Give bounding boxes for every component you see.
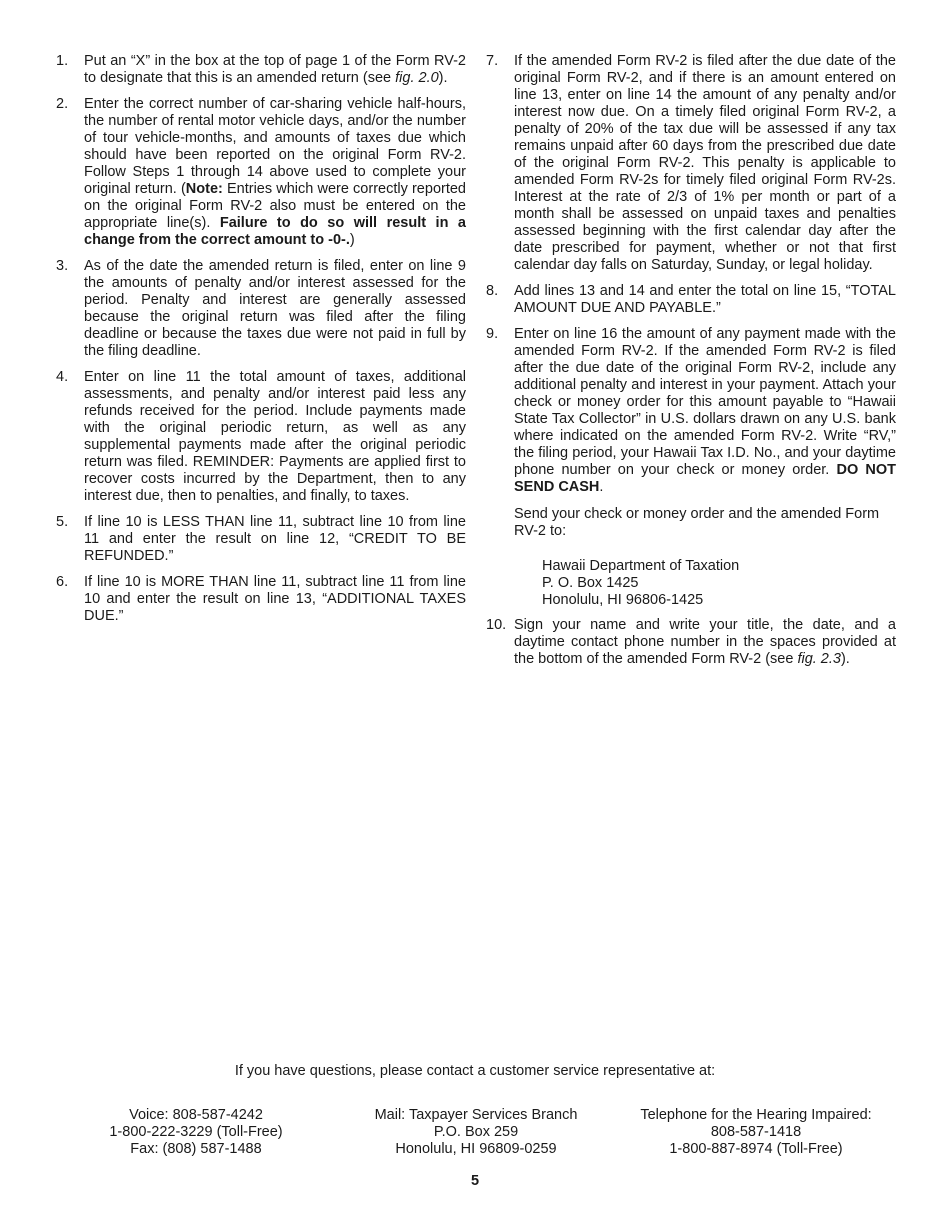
contact-line: Honolulu, HI 96809-0259 (395, 1141, 557, 1157)
text-run: Enter on line 16 the amount of any payment made with the amended Form RV-2. If the amended Form RV-2 is filed after the due date of the original Form RV-2, include any additional penalty and interest in your payment. Attach your check or money order for this amount payable to “Hawaii State Tax Collector” in U.S. dollars drawn on any U.S. bank where indicated on the amended Form RV-2. Write “RV,” the filing period, your Hawaii Tax I.D. No., and your daytime phone number on your check or money order. (514, 326, 896, 478)
right-column (486, 53, 896, 677)
contact-line: Voice: 808-587-4242 (129, 1107, 263, 1123)
item-text (84, 53, 466, 87)
item-number: 3. (56, 258, 69, 274)
text-run: . (599, 479, 604, 495)
item-number: 5. (56, 514, 69, 530)
text-run: ). (438, 70, 448, 86)
voice-contact (56, 1107, 336, 1158)
text-run: DO NOT SEND CASH (514, 462, 897, 495)
contact-line: 1-800-887-8974 (Toll-Free) (669, 1141, 843, 1157)
item-text (84, 514, 466, 565)
list-item (56, 96, 466, 249)
text-run: fig. 2.3 (797, 651, 841, 667)
text-run: Enter on line 11 the total amount of taxes, additional assessments, and penalty and/or interest paid less any refunds received for the period. Include payments made with the original periodic return, as well as any supplemental payments made after the original periodic return was filed. REMINDER: Payments are applied first to recover costs incurred by the Department, then to any interest due, then to penalties, and finally, to taxes. (84, 369, 466, 504)
text-run: Failure to do so will result in a change from the correct amount to -0-. (84, 215, 466, 248)
item-number: 6. (56, 574, 69, 590)
text-run: Entries which were correctly reported on the original Form RV-2 also must be entered on the appropriate line(s). (84, 181, 466, 231)
item-text (84, 96, 466, 249)
list-item (56, 369, 466, 505)
text-run: Put an “X” in the box at the top of page 1 of the Form RV-2 to designate that this is an amended return (see (84, 53, 466, 86)
item-number: 10. (486, 617, 507, 633)
contact-info (56, 1107, 896, 1158)
text-run: If line 10 is MORE THAN line 11, subtract line 11 from line 10 and enter the result on line 13, “ADDITIONAL TAXES DUE.” (84, 574, 466, 624)
list-item (486, 53, 896, 274)
left-column (56, 53, 466, 677)
address-line: Honolulu, HI 96806-1425 (542, 592, 704, 608)
list-item (56, 514, 466, 565)
text-run: Enter the correct number of car-sharing vehicle half-hours, the number of rental motor vehicle days, and/or the number of tour vehicle-months, and amounts of taxes due which should have been reported on the original Form RV-2. Follow Steps 1 through 14 above used to complete your original return. ( (84, 96, 466, 197)
mail-contact (336, 1107, 616, 1158)
address-line: P. O. Box 1425 (542, 575, 639, 591)
contact-line: 808-587-1418 (710, 1124, 802, 1140)
item-number: 2. (56, 96, 69, 112)
list-item (486, 326, 896, 496)
list-item (56, 53, 466, 87)
item-text (514, 283, 896, 317)
hearing-impaired-contact (616, 1107, 896, 1158)
list-item (486, 283, 896, 317)
item-number: 1. (56, 53, 69, 69)
item-text (514, 617, 896, 668)
item-number: 7. (486, 53, 499, 69)
mailing-address (542, 558, 896, 609)
item-text (514, 53, 896, 274)
item-number: 4. (56, 369, 69, 385)
text-run: As of the date the amended return is filed, enter on line 9 the amounts of penalty and/or interest assessed for the period. Penalty and interest are generally assessed because the original return was filed after the filing deadline or because the taxes due were not paid in full by the filing deadline. (84, 258, 466, 359)
contact-intro: If you have questions, please contact a customer service representative at: (234, 1063, 716, 1079)
instructions-columns (56, 53, 896, 677)
address-line: Hawaii Department of Taxation (542, 558, 740, 574)
text-run: Add lines 13 and 14 and enter the total on line 15, “TOTAL AMOUNT DUE AND PAYABLE.” (514, 283, 896, 316)
item-text (514, 326, 896, 496)
text-run: fig. 2.0 (395, 70, 439, 86)
item-number: 9. (486, 326, 499, 342)
page-number: 5 (470, 1173, 480, 1189)
contact-line: Mail: Taxpayer Services Branch (374, 1107, 578, 1123)
list-item (56, 258, 466, 360)
text-run: ). (840, 651, 850, 667)
contact-line: Telephone for the Hearing Impaired: (640, 1107, 872, 1123)
contact-line: Fax: (808) 587-1488 (130, 1141, 262, 1157)
item-text (84, 574, 466, 625)
item-text (84, 258, 466, 360)
text-run: If the amended Form RV-2 is filed after the due date of the original Form RV-2, and if there is an amount entered on line 13, enter on line 14 the amount of any penalty and/or interest now due. On a timely filed original Form RV-2, a penalty of 20% of the tax due will be assessed if any tax remains unpaid after 60 days from the prescribed due date of the original Form RV-2. This penalty is applicable to amended Form RV-2s for timely filed original Form RV-2s. Interest at the rate of 2/3 of 1% per month or part of a month shall be assessed on unpaid taxes and penalties assessed beginning with the first calendar day after the date prescribed for payment, whether or not that first calendar day falls on Saturday, Sunday, or legal holiday. (514, 53, 896, 273)
list-item (486, 617, 896, 668)
text-run: Note: (185, 181, 223, 197)
item-text (84, 369, 466, 505)
contact-line: P.O. Box 259 (433, 1124, 519, 1140)
text-run: If line 10 is LESS THAN line 11, subtract line 10 from line 11 and enter the result on line 12, “CREDIT TO BE REFUNDED.” (84, 514, 466, 564)
send-instructions: Send your check or money order and the amended Form RV-2 to: (514, 506, 880, 539)
contact-line: 1-800-222-3229 (Toll-Free) (109, 1124, 283, 1140)
item-number: 8. (486, 283, 499, 299)
list-item (56, 574, 466, 625)
text-run: ) (349, 232, 355, 248)
text-run: Sign your name and write your title, the date, and a daytime contact phone number in the spaces provided at the bottom of the amended Form RV-2 (see (514, 617, 896, 667)
